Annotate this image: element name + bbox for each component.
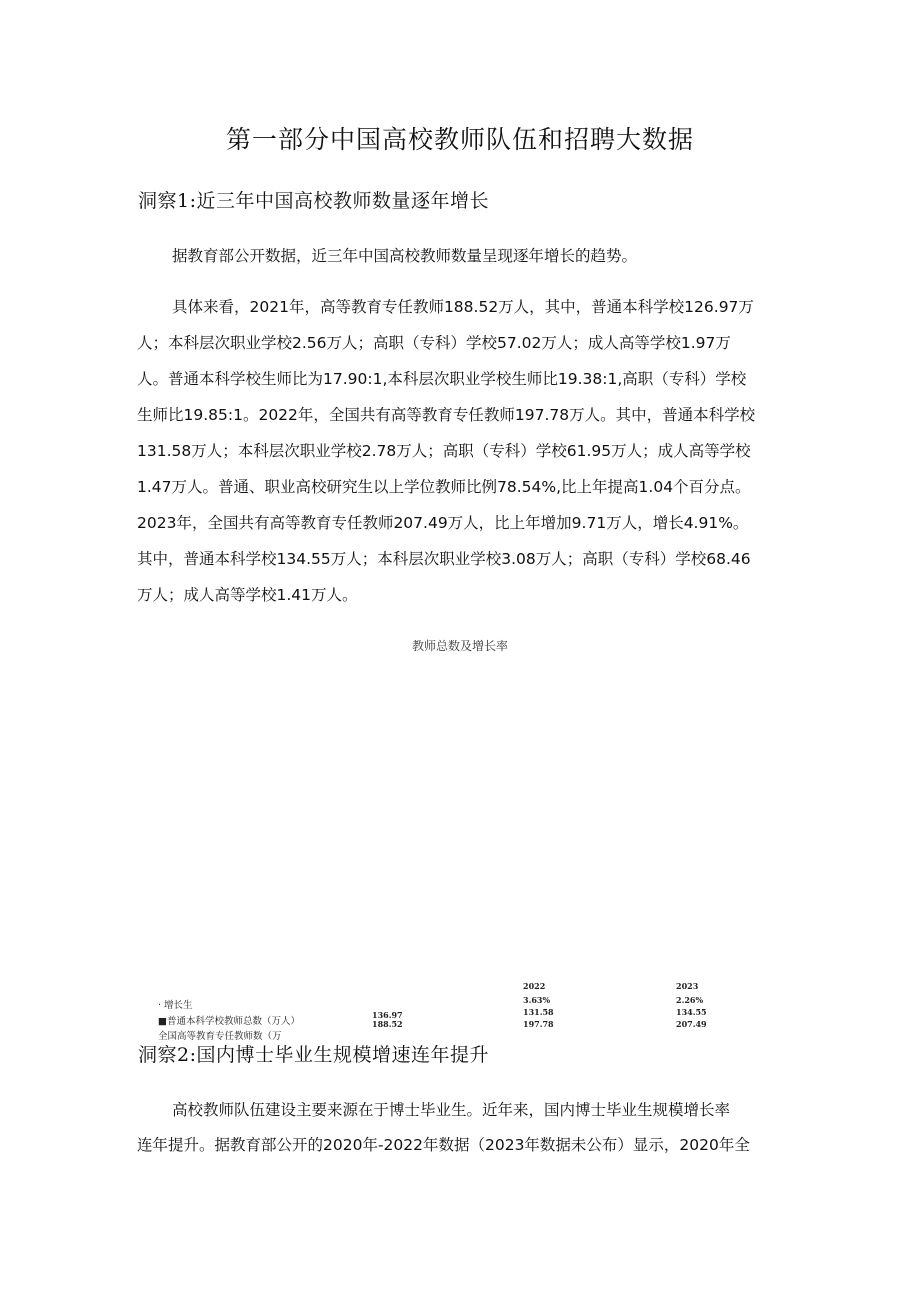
- insight2-line: 高校教师队伍建设主要来源在于博士毕业生。近年来，国内博士毕业生规模增长率: [172, 1101, 731, 1119]
- insight2-line: 连年提升。据教育部公开的2020年-2022年数据（2023年数据未公布）显示，2020年全: [137, 1136, 750, 1154]
- body-line: 万人；成人高等学校1.41万人。: [137, 586, 358, 604]
- cell-total-2022: 197.78: [523, 1019, 554, 1029]
- body-line: 生师比19.85:1。2022年，全国共有高等教育专任教师197.78万人。其中，普通本科学校: [137, 406, 756, 424]
- page-title: 第一部分中国高校教师队伍和招聘大数据: [225, 125, 694, 154]
- col-header-2022: 2022: [523, 981, 546, 991]
- cell-undergrad-2023: 134.55: [676, 1007, 707, 1017]
- body-line: 人。普通本科学校生师比为17.90:1,本科层次职业学校生师比19.38:1,高职（专科）学校: [137, 370, 747, 388]
- body-line: 具体来看，2021年，高等教育专任教师188.52万人，其中，普通本科学校126.97万: [172, 298, 754, 316]
- cell-undergrad-2021: 136.97: [372, 1010, 403, 1020]
- chart-title: 教师总数及增长率: [411, 639, 508, 653]
- body-line: 2023年，全国共有高等教育专任教师207.49万人，比上年增加9.71万人，增长4.91%。: [137, 514, 749, 532]
- cell-growth-2023: 2.26%: [676, 995, 704, 1005]
- body-line: 人；本科层次职业学校2.56万人；高职（专科）学校57.02万人；成人高等学校1.97万: [137, 334, 731, 352]
- body-line: 1.47万人。普通、职业高校研究生以上学位教师比例78.54%,比上年提高1.04个百分点。: [137, 478, 751, 496]
- insight1-heading: 洞察1:近三年中国高校教师数量逐年增长: [138, 190, 489, 212]
- insight1-intro: 据教育部公开数据，近三年中国高校教师数量呈现逐年增长的趋势。: [172, 247, 638, 265]
- legend-total-teachers: 全国高等教育专任教师数（万: [158, 1031, 282, 1042]
- body-line: 131.58万人；本科层次职业学校2.78万人；高职（专科）学校61.95万人；成人高等学校: [137, 442, 751, 460]
- body-line: 其中，普通本科学校134.55万人；本科层次职业学校3.08万人；高职（专科）学校68.46: [137, 550, 751, 568]
- cell-total-2023: 207.49: [676, 1019, 707, 1029]
- cell-growth-2022: 3.63%: [523, 995, 551, 1005]
- insight2-heading: 洞察2:国内博士毕业生规模增速连年提升: [138, 1044, 489, 1066]
- cell-total-2021: 188.52: [372, 1019, 403, 1029]
- legend-growth-rate: · 增长生: [158, 1000, 193, 1011]
- cell-undergrad-2022: 131.58: [523, 1007, 554, 1017]
- col-header-2023: 2023: [676, 981, 699, 991]
- legend-undergrad-teachers: ■普通本科学校教师总数（万人）: [158, 1016, 300, 1027]
